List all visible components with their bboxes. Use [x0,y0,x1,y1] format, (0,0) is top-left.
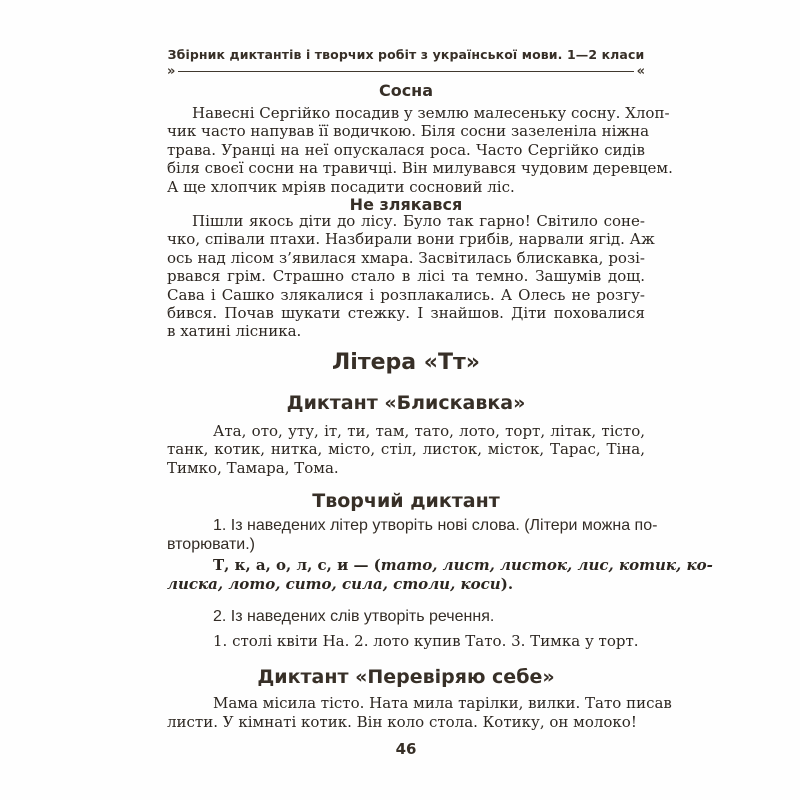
text-line: Тимко, Тамара, Тома. [167,458,339,477]
closing-paren: ). [500,575,514,594]
task-2-instruction [167,607,645,626]
rule-line [178,71,633,72]
text-line: 1. Із наведених літер утворіть нові слова. (Літери можна по- [213,517,658,535]
text-line: Пішли якось діти до лісу. Було так гарно! Світило соне- [192,212,645,231]
scrambled-sentences [167,632,645,651]
text-line: чко, співали птахи. Назбирали вони грибів, нарвали ягід. Аж [167,230,655,249]
story-title-sosna: Сосна [378,81,434,100]
letters-list: Т, к, а, о, л, с, и — ( [213,556,381,575]
running-header: Збірник диктантів і творчих робіт з української мови. 1—2 класи [167,47,645,62]
text-line [167,575,645,594]
guillemet-left-ornament-icon: « [636,64,645,79]
text-line: танк, котик, нитка, місто, стіл, листок, місток, Тарас, Тіна, [167,440,645,459]
text-line: Ата, ото, уту, іт, ти, там, тато, лото, торт, літак, тісто, [213,421,645,440]
text-line: вторювати.) [167,535,255,553]
page-number: 46 [395,739,417,758]
paragraph-sosna [167,104,673,196]
text-line: трава. Уранці на неї опускалася роса. Часто Сергійко сидів [167,140,645,159]
text-line: 2. Із наведених слів утворіть речення. [213,608,495,626]
text-line: бився. Почав шукати стежку. І знайшов. Діти поховалися [167,304,645,323]
text-line: Навесні Сергійко посадив у землю малесеньку сосну. Хлоп- [192,104,670,122]
text-line [167,556,713,575]
dictation-title-blyskavka: Диктант «Блискавка» [286,391,526,414]
header-rule [167,64,645,79]
story-title-ne-zlyakavsya: Не злякався [349,195,463,215]
text-line: Сава і Сашко злякалися і розплакались. А Олесь не розгу- [167,285,645,304]
text-line: біля своєї сосни на травичці. Він милувався чудовим деревцем. [167,159,673,178]
answer-words: тато, лист, листок, лис, котик, ко- [380,556,713,575]
paragraph-blyskavka [167,422,645,477]
text-line: А ще хлопчик мріяв посадити сосновий ліс. [167,177,515,196]
text-line: рвався грім. Страшно стало в лісі та темно. Зашумів дощ. [167,267,645,286]
paragraph-pereviryaiu [167,694,672,731]
letters-and-answers [167,556,713,594]
text-line: ось над лісом з’явилася хмара. Засвітилась блискавка, розі- [167,248,645,267]
task-1-instruction [167,517,658,554]
text-line: 1. столі квіти На. 2. лото купив Тато. 3. Тимка у торт. [213,632,639,651]
text-line: в хатині лісника. [167,322,302,341]
dictation-title-pereviryaiu: Диктант «Перевіряю себе» [257,666,555,689]
text-column [167,0,713,758]
guillemet-right-ornament-icon: » [167,64,176,79]
text-line: чик часто напував її водичкою. Біля сосни зазеленіла ніжна [167,122,650,141]
text-line: листи. У кімнаті котик. Він коло стола. Котику, он молоко! [167,712,637,731]
chapter-title-litera-tt: Літера «Тт» [332,349,480,375]
answer-words: лиска, лото, сито, сила, столи, коси [167,575,501,594]
dictation-title-tvorchyi: Творчий диктант [312,490,500,513]
paragraph-ne-zlyakavsya [167,212,655,341]
text-line: Мама місила тісто. Ната мила тарілки, вилки. Тато писав [213,694,672,713]
